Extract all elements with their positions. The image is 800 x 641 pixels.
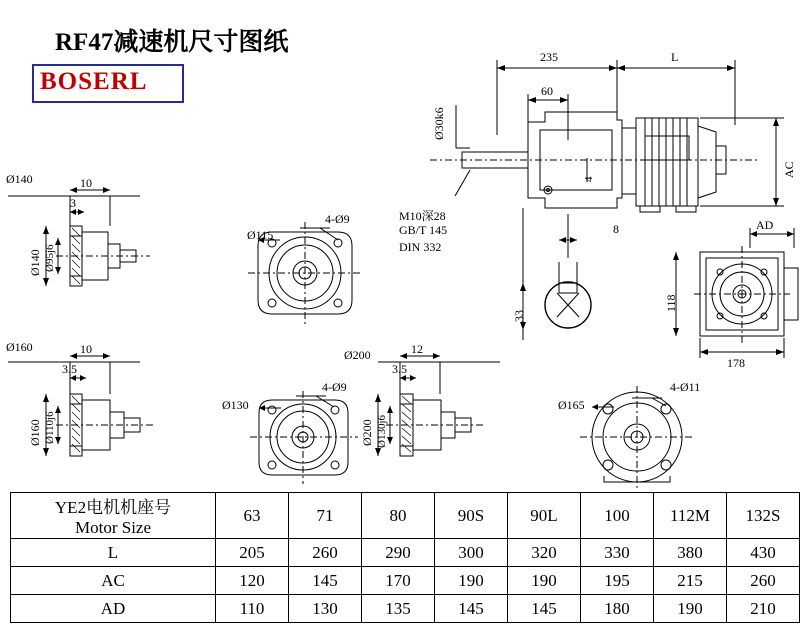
dia-200-top-label: Ø200 [344,348,371,362]
cell: 90L [508,493,581,539]
dim-AC-label: AC [782,161,796,178]
dim-8-label: 8 [613,222,619,236]
table-row [11,567,800,595]
row-header-2: AC [11,567,216,595]
dim-60-label: 60 [541,84,553,98]
cell: 190 [508,567,581,595]
dia-160-side-label: Ø160 [28,419,42,446]
cell: 145 [289,567,362,595]
dia-95-label: Ø95j6 [44,244,56,272]
cell: 180 [581,595,654,623]
cell: 90S [435,493,508,539]
table-row [11,595,800,623]
thread-spec-2: GB/T 145 [399,223,448,237]
cell: 100 [581,493,654,539]
dim-35-b-label: 3.5 [392,362,407,376]
dim-33-label: 33 [512,310,526,322]
cell: 145 [435,595,508,623]
holes-4x9-a-label: 4-Ø9 [325,212,350,226]
cell: 71 [289,493,362,539]
holes-4x11-label: 4-Ø11 [670,380,701,394]
cell: 170 [362,567,435,595]
dim-235-label: 235 [540,50,558,64]
cell: 210 [727,595,800,623]
cell: 130 [289,595,362,623]
holes-4x9-b-label: 4-Ø9 [322,380,347,394]
row-header-1: L [11,539,216,567]
cell: 380 [654,539,727,567]
page-title: RF47减速机尺寸图纸 [55,29,289,56]
dia-110-label: Ø110j6 [44,411,56,444]
dia-140-top-label: Ø140 [6,172,33,186]
motor-size-table [10,492,800,623]
cell: 120 [216,567,289,595]
dia-130-label: Ø130 [222,398,249,412]
dia-130j6-label: Ø130j6 [376,415,388,448]
cell: 300 [435,539,508,567]
cell: 260 [727,567,800,595]
table-row [11,493,800,539]
cell: 80 [362,493,435,539]
dim-AD-label: AD [756,218,774,232]
dim-10-label: 10 [80,176,92,190]
cell: 132S [727,493,800,539]
cell: 330 [581,539,654,567]
dia-30k6-label: Ø30k6 [432,107,446,140]
dim-178-label: 178 [727,356,745,370]
dim-L-label: L [671,50,679,64]
dia-160-top-label: Ø160 [6,340,33,354]
cell: 205 [216,539,289,567]
dim-35-label: 3.5 [62,362,77,376]
thread-spec-3: DIN 332 [399,240,442,254]
logo-text: BOSERL [40,68,148,95]
cell: 320 [508,539,581,567]
row-header-line2: Motor Size [74,518,152,537]
row-header-3: AD [11,595,216,623]
dim-12-label: 12 [411,342,423,356]
cell: 215 [654,567,727,595]
cell: 63 [216,493,289,539]
dia-115-label: Ø115 [247,228,274,242]
dim-3-label: 3 [70,196,76,210]
dim-4-label: 4 [583,176,595,182]
cell: 190 [435,567,508,595]
cell: 195 [581,567,654,595]
row-header-0 [11,493,216,539]
cell: 112M [654,493,727,539]
cell: 260 [289,539,362,567]
cell: 290 [362,539,435,567]
dim-10-b-label: 10 [80,342,92,356]
cell: 190 [654,595,727,623]
dia-200-side-label: Ø200 [360,419,374,446]
dia-165-label: Ø165 [558,398,585,412]
row-header-line1: YE2电机机座号 [54,498,172,517]
cell: 145 [508,595,581,623]
thread-spec-1: M10深28 [399,209,446,223]
dim-118-label: 118 [664,294,678,312]
cell: 135 [362,595,435,623]
cell: 430 [727,539,800,567]
cell: 110 [216,595,289,623]
dia-140-side-label: Ø140 [28,249,42,276]
table-row [11,539,800,567]
